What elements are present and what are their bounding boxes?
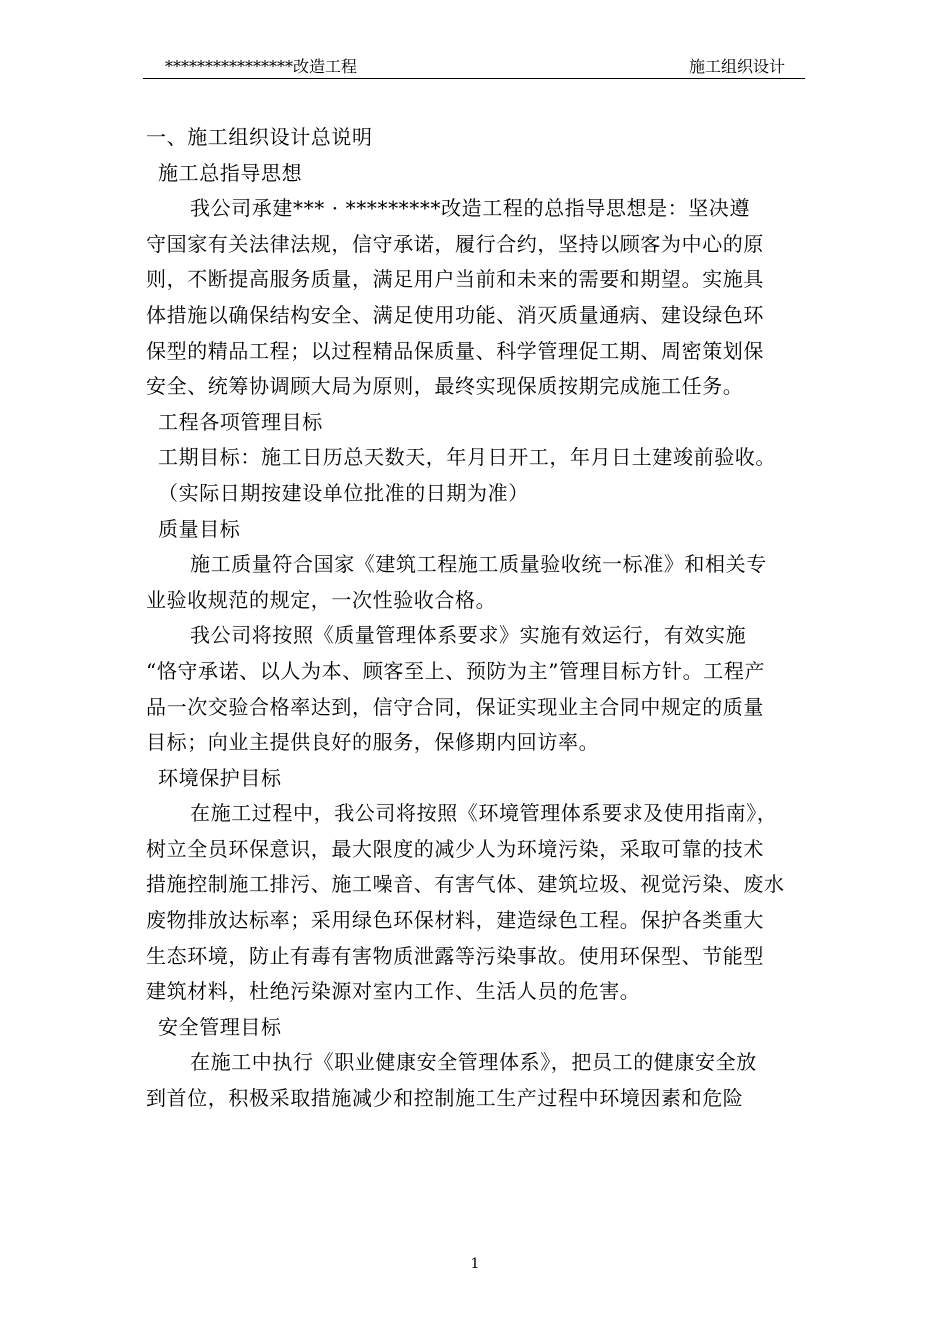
text-line: 体措施以确保结构安全、满足使用功能、消灭质量通病、建设绿色环 bbox=[146, 302, 764, 327]
text-line: 我公司将按照《质量管理体系要求》实施有效运行，有效实施 bbox=[190, 623, 747, 648]
text-line: 质量目标 bbox=[158, 516, 241, 541]
text-line: 工期目标：施工日历总天数天，年月日开工，年月日土建竣前验收。 bbox=[158, 445, 776, 470]
page-header bbox=[143, 56, 805, 79]
header-project-name: ****************改造工程 bbox=[165, 57, 358, 76]
text-line: 环境保护目标 bbox=[158, 765, 282, 790]
header-document-title: 施工组织设计 bbox=[688, 57, 785, 76]
text-line: 业验收规范的规定，一次性验收合格。 bbox=[146, 587, 497, 612]
text-line: “恪守承诺、以人为本、顾客至上、预防为主”管理目标方针。工程产 bbox=[146, 658, 766, 683]
text-line: 安全管理目标 bbox=[158, 1014, 282, 1039]
text-line: 品一次交验合格率达到，信守合同，保证实现业主合同中规定的质量 bbox=[146, 694, 764, 719]
text-line: 废物排放达标率；采用绿色环保材料，建造绿色工程。保护各类重大 bbox=[146, 908, 764, 933]
text-line: 则，不断提高服务质量，满足用户当前和未来的需要和期望。实施具 bbox=[146, 267, 764, 292]
text-line: 一、施工组织设计总说明 bbox=[146, 125, 373, 149]
text-line: 到首位，积极采取措施减少和控制施工生产过程中环境因素和危险 bbox=[146, 1086, 744, 1111]
text-line: 守国家有关法律法规，信守承诺，履行合约，坚持以顾客为中心的原 bbox=[146, 231, 764, 256]
text-line: 我公司承建*** · *********改造工程的总指导思想是：坚决遵 bbox=[190, 196, 751, 221]
text-line: 安全、统筹协调顾大局为原则，最终实现保质按期完成施工任务。 bbox=[146, 374, 744, 399]
text-line: 保型的精品工程；以过程精品保质量、科学管理促工期、周密策划保 bbox=[146, 338, 764, 363]
text-line: 在施工中执行《职业健康安全管理体系》，把员工的健康安全放 bbox=[190, 1050, 757, 1075]
text-line: 施工总指导思想 bbox=[158, 160, 303, 185]
text-line: 建筑材料，杜绝污染源对室内工作、生活人员的危害。 bbox=[146, 979, 641, 1004]
text-line: 在施工过程中，我公司将按照《环境管理体系要求及使用指南》， bbox=[190, 801, 778, 826]
text-line: 生态环境，防止有毒有害物质泄露等污染事故。使用环保型、节能型 bbox=[146, 943, 764, 968]
text-line: 措施控制施工排污、施工噪音、有害气体、建筑垃圾、视觉污染、废水 bbox=[146, 872, 785, 897]
text-line: 施工质量符合国家《建筑工程施工质量验收统一标准》和相关专 bbox=[190, 552, 767, 577]
text-line: 工程各项管理目标 bbox=[158, 409, 323, 434]
document-body bbox=[146, 120, 806, 1117]
text-line: 目标；向业主提供良好的服务，保修期内回访率。 bbox=[146, 730, 600, 755]
page-number: 1 bbox=[470, 1256, 480, 1272]
text-line: 树立全员环保意识，最大限度的减少人为环境污染，采取可靠的技术 bbox=[146, 836, 764, 861]
text-line: （实际日期按建设单位批准的日期为准） bbox=[158, 480, 529, 505]
